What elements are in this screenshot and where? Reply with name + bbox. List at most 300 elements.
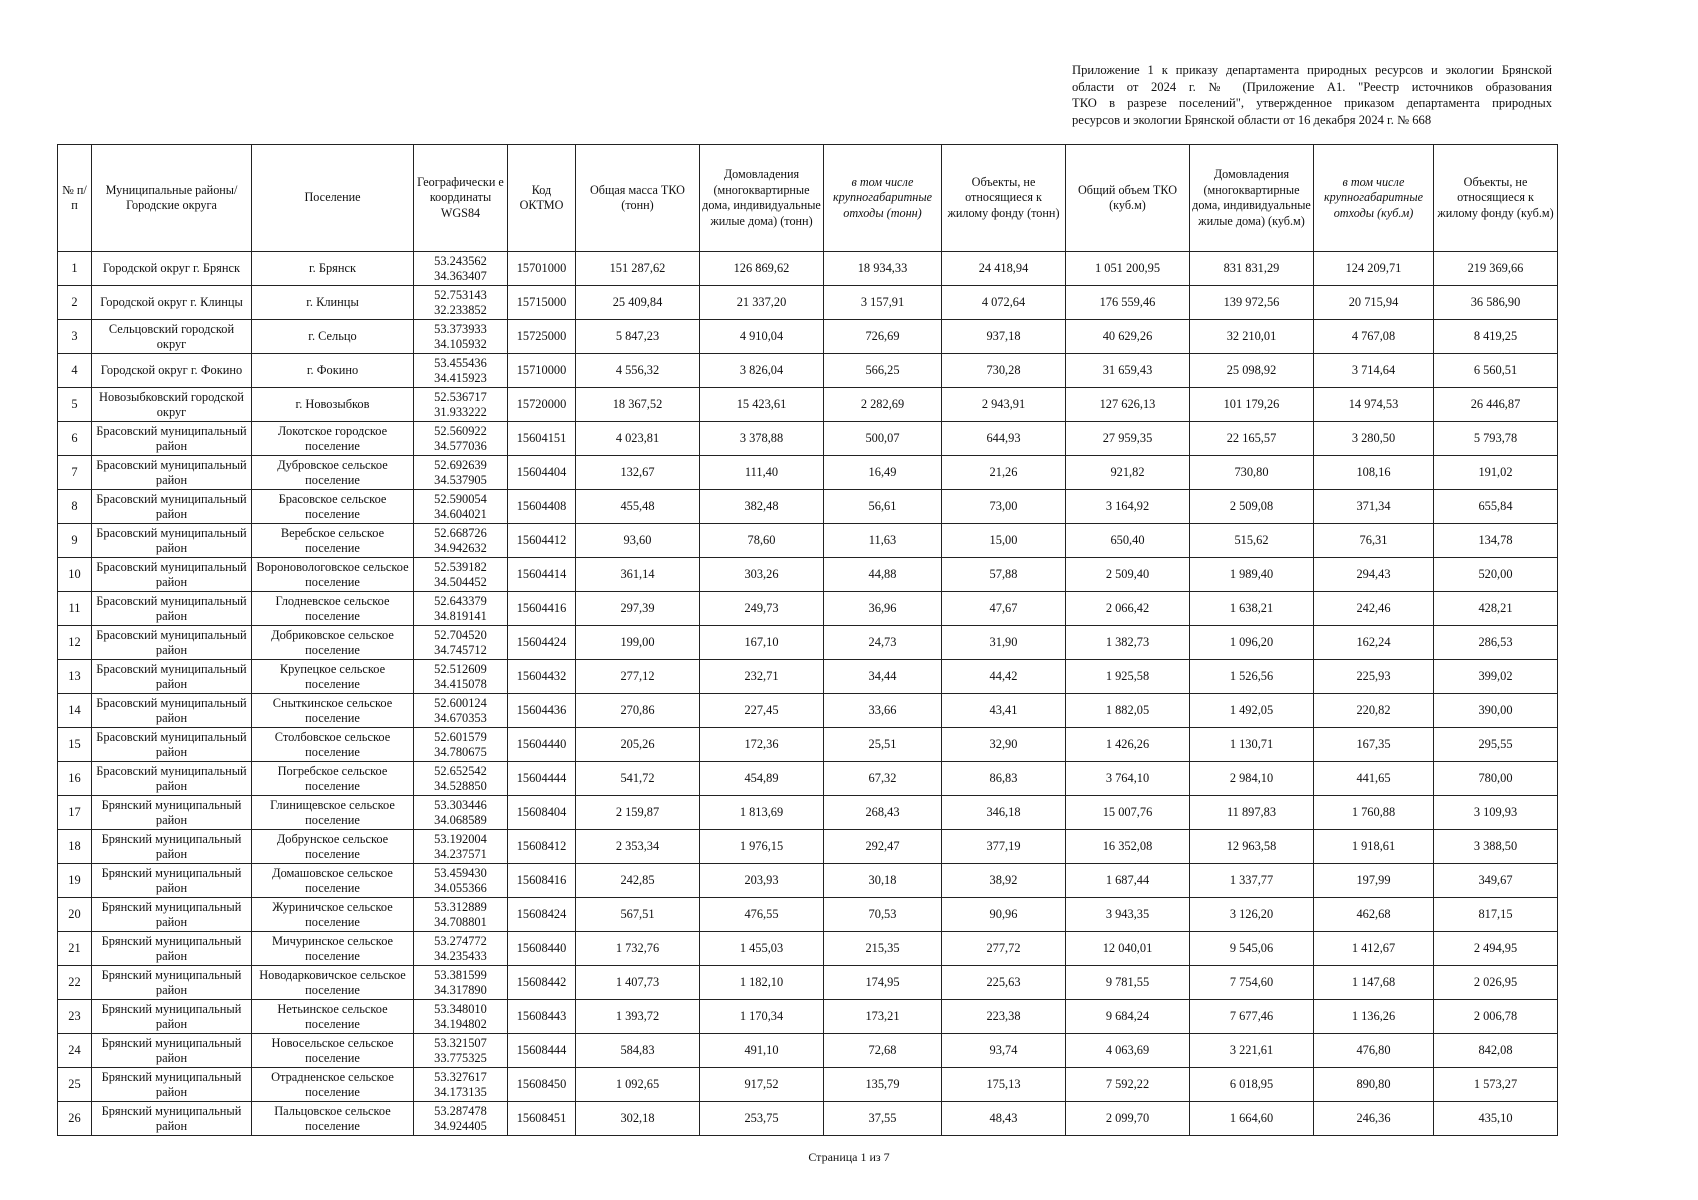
- total-mass-cell: 567,51: [576, 898, 700, 932]
- settlement-cell: Столбовское сельское поселение: [252, 728, 414, 762]
- longitude-value: 34.819141: [434, 608, 487, 623]
- households-mass-cell: 21 337,20: [700, 286, 824, 320]
- row-number-cell: 18: [58, 830, 92, 864]
- coordinates-cell: [414, 558, 508, 592]
- total-volume-cell: 3 164,92: [1066, 490, 1190, 524]
- non-residential-mass-cell: 90,96: [942, 898, 1066, 932]
- non-residential-mass-cell: 44,42: [942, 660, 1066, 694]
- row-number-cell: 1: [58, 252, 92, 286]
- non-residential-volume-cell: 3 109,93: [1434, 796, 1558, 830]
- latitude-value: 52.652542: [434, 763, 487, 778]
- oktmo-cell: 15608416: [508, 864, 576, 898]
- longitude-value: 34.068589: [434, 812, 487, 827]
- households-mass-cell: 15 423,61: [700, 388, 824, 422]
- bulky-waste-volume-cell: 20 715,94: [1314, 286, 1434, 320]
- households-mass-cell: 78,60: [700, 524, 824, 558]
- households-volume-cell: 7 677,46: [1190, 1000, 1314, 1034]
- bulky-waste-volume-cell: 108,16: [1314, 456, 1434, 490]
- table-row: [58, 898, 1558, 932]
- total-volume-cell: 1 882,05: [1066, 694, 1190, 728]
- households-volume-cell: 1 492,05: [1190, 694, 1314, 728]
- households-mass-cell: 227,45: [700, 694, 824, 728]
- longitude-value: 34.415923: [434, 370, 487, 385]
- households-volume-cell: 1 337,77: [1190, 864, 1314, 898]
- table-row: [58, 1068, 1558, 1102]
- coordinates-cell: [414, 728, 508, 762]
- district-cell: Новозыбковский городской округ: [92, 388, 252, 422]
- latitude-value: 53.321507: [434, 1035, 487, 1050]
- table-row: [58, 728, 1558, 762]
- non-residential-volume-cell: 219 369,66: [1434, 252, 1558, 286]
- bulky-waste-mass-cell: 3 157,91: [824, 286, 942, 320]
- non-residential-volume-cell: 6 560,51: [1434, 354, 1558, 388]
- settlement-cell: Брасовское сельское поселение: [252, 490, 414, 524]
- non-residential-mass-cell: 43,41: [942, 694, 1066, 728]
- oktmo-cell: 15604432: [508, 660, 576, 694]
- coordinates-cell: [414, 592, 508, 626]
- bulky-waste-mass-cell: 2 282,69: [824, 388, 942, 422]
- bulky-waste-mass-cell: 726,69: [824, 320, 942, 354]
- households-mass-cell: 476,55: [700, 898, 824, 932]
- coordinates-cell: [414, 490, 508, 524]
- column-header: в том числе крупногабаритные отходы (куб.м): [1314, 145, 1434, 252]
- households-mass-cell: 172,36: [700, 728, 824, 762]
- non-residential-mass-cell: 644,93: [942, 422, 1066, 456]
- longitude-value: 34.237571: [434, 846, 487, 861]
- longitude-value: 34.780675: [434, 744, 487, 759]
- district-cell: Брасовский муниципальный район: [92, 592, 252, 626]
- column-header: Объекты, не относящиеся к жилому фонду (куб.м): [1434, 145, 1558, 252]
- table-row: [58, 694, 1558, 728]
- non-residential-volume-cell: 8 419,25: [1434, 320, 1558, 354]
- non-residential-volume-cell: 399,02: [1434, 660, 1558, 694]
- non-residential-volume-cell: 5 793,78: [1434, 422, 1558, 456]
- bulky-waste-volume-cell: 1 136,26: [1314, 1000, 1434, 1034]
- bulky-waste-mass-cell: 16,49: [824, 456, 942, 490]
- non-residential-mass-cell: 4 072,64: [942, 286, 1066, 320]
- non-residential-mass-cell: 57,88: [942, 558, 1066, 592]
- total-mass-cell: 1 393,72: [576, 1000, 700, 1034]
- longitude-value: 34.317890: [434, 982, 487, 997]
- oktmo-cell: 15720000: [508, 388, 576, 422]
- non-residential-volume-cell: 655,84: [1434, 490, 1558, 524]
- coordinates-cell: [414, 898, 508, 932]
- latitude-value: 52.692639: [434, 457, 487, 472]
- district-cell: Брянский муниципальный район: [92, 966, 252, 1000]
- non-residential-volume-cell: 817,15: [1434, 898, 1558, 932]
- coordinates-cell: [414, 830, 508, 864]
- total-volume-cell: 2 509,40: [1066, 558, 1190, 592]
- households-mass-cell: 1 455,03: [700, 932, 824, 966]
- header-line: области от 2024 г. № (Приложение А1. "Реестр источников образования: [1072, 79, 1552, 94]
- oktmo-cell: 15604436: [508, 694, 576, 728]
- table-body: [58, 252, 1558, 1136]
- households-volume-cell: 1 526,56: [1190, 660, 1314, 694]
- households-mass-cell: 454,89: [700, 762, 824, 796]
- settlement-cell: Погребское сельское поселение: [252, 762, 414, 796]
- total-mass-cell: 151 287,62: [576, 252, 700, 286]
- bulky-waste-mass-cell: 44,88: [824, 558, 942, 592]
- district-cell: Брасовский муниципальный район: [92, 660, 252, 694]
- bulky-waste-volume-cell: 162,24: [1314, 626, 1434, 660]
- non-residential-mass-cell: 73,00: [942, 490, 1066, 524]
- non-residential-volume-cell: 520,00: [1434, 558, 1558, 592]
- households-mass-cell: 126 869,62: [700, 252, 824, 286]
- longitude-value: 34.670353: [434, 710, 487, 725]
- bulky-waste-mass-cell: 500,07: [824, 422, 942, 456]
- settlement-cell: г. Сельцо: [252, 320, 414, 354]
- households-volume-cell: 139 972,56: [1190, 286, 1314, 320]
- bulky-waste-mass-cell: 174,95: [824, 966, 942, 1000]
- households-mass-cell: 4 910,04: [700, 320, 824, 354]
- bulky-waste-volume-cell: 167,35: [1314, 728, 1434, 762]
- non-residential-mass-cell: 277,72: [942, 932, 1066, 966]
- longitude-value: 34.194802: [434, 1016, 487, 1031]
- row-number-cell: 10: [58, 558, 92, 592]
- longitude-value: 34.528850: [434, 778, 487, 793]
- column-header: № п/п: [58, 145, 92, 252]
- total-volume-cell: 1 051 200,95: [1066, 252, 1190, 286]
- non-residential-mass-cell: 32,90: [942, 728, 1066, 762]
- latitude-value: 52.753143: [434, 287, 487, 302]
- district-cell: Брасовский муниципальный район: [92, 694, 252, 728]
- settlement-cell: Глодневское сельское поселение: [252, 592, 414, 626]
- district-cell: Брянский муниципальный район: [92, 864, 252, 898]
- households-volume-cell: 1 638,21: [1190, 592, 1314, 626]
- longitude-value: 31.933222: [434, 404, 487, 419]
- total-mass-cell: 5 847,23: [576, 320, 700, 354]
- total-volume-cell: 15 007,76: [1066, 796, 1190, 830]
- latitude-value: 53.455436: [434, 355, 487, 370]
- total-volume-cell: 1 925,58: [1066, 660, 1190, 694]
- header-line: ресурсов и экологии Брянской области от 16 декабря 2024 г. № 668: [1072, 112, 1432, 127]
- table-row: [58, 592, 1558, 626]
- households-volume-cell: 2 984,10: [1190, 762, 1314, 796]
- oktmo-cell: 15604440: [508, 728, 576, 762]
- oktmo-cell: 15701000: [508, 252, 576, 286]
- oktmo-cell: 15604416: [508, 592, 576, 626]
- non-residential-volume-cell: 191,02: [1434, 456, 1558, 490]
- table-row: [58, 966, 1558, 1000]
- households-volume-cell: 9 545,06: [1190, 932, 1314, 966]
- households-mass-cell: 1 182,10: [700, 966, 824, 1000]
- households-volume-cell: 3 126,20: [1190, 898, 1314, 932]
- non-residential-volume-cell: 2 026,95: [1434, 966, 1558, 1000]
- settlement-cell: г. Новозыбков: [252, 388, 414, 422]
- row-number-cell: 22: [58, 966, 92, 1000]
- households-mass-cell: 167,10: [700, 626, 824, 660]
- table-row: [58, 762, 1558, 796]
- table-row: [58, 864, 1558, 898]
- coordinates-cell: [414, 252, 508, 286]
- bulky-waste-mass-cell: 268,43: [824, 796, 942, 830]
- households-volume-cell: 2 509,08: [1190, 490, 1314, 524]
- households-volume-cell: 515,62: [1190, 524, 1314, 558]
- total-volume-cell: 650,40: [1066, 524, 1190, 558]
- oktmo-cell: 15608443: [508, 1000, 576, 1034]
- non-residential-volume-cell: 390,00: [1434, 694, 1558, 728]
- bulky-waste-mass-cell: 24,73: [824, 626, 942, 660]
- row-number-cell: 3: [58, 320, 92, 354]
- district-cell: Брасовский муниципальный район: [92, 456, 252, 490]
- table-row: [58, 286, 1558, 320]
- row-number-cell: 23: [58, 1000, 92, 1034]
- total-mass-cell: 242,85: [576, 864, 700, 898]
- oktmo-cell: 15604412: [508, 524, 576, 558]
- bulky-waste-volume-cell: 246,36: [1314, 1102, 1434, 1136]
- bulky-waste-mass-cell: 33,66: [824, 694, 942, 728]
- district-cell: Брасовский муниципальный район: [92, 762, 252, 796]
- oktmo-cell: 15608444: [508, 1034, 576, 1068]
- district-cell: Брянский муниципальный район: [92, 796, 252, 830]
- households-volume-cell: 1 664,60: [1190, 1102, 1314, 1136]
- row-number-cell: 15: [58, 728, 92, 762]
- oktmo-cell: 15608440: [508, 932, 576, 966]
- row-number-cell: 14: [58, 694, 92, 728]
- latitude-value: 52.704520: [434, 627, 487, 642]
- oktmo-cell: 15710000: [508, 354, 576, 388]
- settlement-cell: г. Фокино: [252, 354, 414, 388]
- latitude-value: 52.600124: [434, 695, 487, 710]
- oktmo-cell: 15604151: [508, 422, 576, 456]
- table-row: [58, 830, 1558, 864]
- non-residential-volume-cell: 349,67: [1434, 864, 1558, 898]
- row-number-cell: 16: [58, 762, 92, 796]
- non-residential-volume-cell: 2 494,95: [1434, 932, 1558, 966]
- longitude-value: 34.235433: [434, 948, 487, 963]
- table-row: [58, 1000, 1558, 1034]
- total-volume-cell: 40 629,26: [1066, 320, 1190, 354]
- total-volume-cell: 4 063,69: [1066, 1034, 1190, 1068]
- coordinates-cell: [414, 626, 508, 660]
- oktmo-cell: 15604424: [508, 626, 576, 660]
- households-mass-cell: 1 813,69: [700, 796, 824, 830]
- longitude-value: 34.363407: [434, 268, 487, 283]
- total-mass-cell: 25 409,84: [576, 286, 700, 320]
- total-mass-cell: 2 159,87: [576, 796, 700, 830]
- settlement-cell: Журиничское сельское поселение: [252, 898, 414, 932]
- total-mass-cell: 277,12: [576, 660, 700, 694]
- settlement-cell: Новодарковичское сельское поселение: [252, 966, 414, 1000]
- total-volume-cell: 7 592,22: [1066, 1068, 1190, 1102]
- row-number-cell: 11: [58, 592, 92, 626]
- non-residential-mass-cell: 38,92: [942, 864, 1066, 898]
- bulky-waste-mass-cell: 30,18: [824, 864, 942, 898]
- bulky-waste-mass-cell: 215,35: [824, 932, 942, 966]
- row-number-cell: 9: [58, 524, 92, 558]
- waste-sources-registry-table: [57, 144, 1558, 1136]
- settlement-cell: г. Клинцы: [252, 286, 414, 320]
- oktmo-cell: 15608451: [508, 1102, 576, 1136]
- bulky-waste-volume-cell: 242,46: [1314, 592, 1434, 626]
- latitude-value: 53.312889: [434, 899, 487, 914]
- district-cell: Брасовский муниципальный район: [92, 558, 252, 592]
- coordinates-cell: [414, 1034, 508, 1068]
- non-residential-mass-cell: 15,00: [942, 524, 1066, 558]
- total-mass-cell: 4 023,81: [576, 422, 700, 456]
- page-number: Страница 1 из 7: [808, 1150, 890, 1164]
- oktmo-cell: 15715000: [508, 286, 576, 320]
- total-mass-cell: 132,67: [576, 456, 700, 490]
- households-mass-cell: 303,26: [700, 558, 824, 592]
- bulky-waste-volume-cell: 294,43: [1314, 558, 1434, 592]
- bulky-waste-mass-cell: 11,63: [824, 524, 942, 558]
- longitude-value: 34.577036: [434, 438, 487, 453]
- coordinates-cell: [414, 762, 508, 796]
- total-mass-cell: 2 353,34: [576, 830, 700, 864]
- bulky-waste-volume-cell: 890,80: [1314, 1068, 1434, 1102]
- longitude-value: 33.775325: [434, 1050, 487, 1065]
- oktmo-cell: 15725000: [508, 320, 576, 354]
- row-number-cell: 13: [58, 660, 92, 694]
- households-volume-cell: 6 018,95: [1190, 1068, 1314, 1102]
- latitude-value: 52.539182: [434, 559, 487, 574]
- column-header: Общая масса ТКО (тонн): [576, 145, 700, 252]
- settlement-cell: Веребское сельское поселение: [252, 524, 414, 558]
- table-row: [58, 1034, 1558, 1068]
- bulky-waste-volume-cell: 441,65: [1314, 762, 1434, 796]
- total-mass-cell: 455,48: [576, 490, 700, 524]
- district-cell: Брянский муниципальный район: [92, 830, 252, 864]
- latitude-value: 53.243562: [434, 253, 487, 268]
- bulky-waste-mass-cell: 36,96: [824, 592, 942, 626]
- total-mass-cell: 1 407,73: [576, 966, 700, 1000]
- non-residential-volume-cell: 428,21: [1434, 592, 1558, 626]
- oktmo-cell: 15604408: [508, 490, 576, 524]
- oktmo-cell: 15608404: [508, 796, 576, 830]
- bulky-waste-volume-cell: 1 918,61: [1314, 830, 1434, 864]
- bulky-waste-volume-cell: 4 767,08: [1314, 320, 1434, 354]
- district-cell: Брянский муниципальный район: [92, 898, 252, 932]
- total-mass-cell: 541,72: [576, 762, 700, 796]
- district-cell: Брянский муниципальный район: [92, 1102, 252, 1136]
- column-header: Поселение: [252, 145, 414, 252]
- bulky-waste-volume-cell: 371,34: [1314, 490, 1434, 524]
- bulky-waste-mass-cell: 292,47: [824, 830, 942, 864]
- households-volume-cell: 1 989,40: [1190, 558, 1314, 592]
- non-residential-volume-cell: 780,00: [1434, 762, 1558, 796]
- bulky-waste-volume-cell: 124 209,71: [1314, 252, 1434, 286]
- latitude-value: 53.192004: [434, 831, 487, 846]
- oktmo-cell: 15608412: [508, 830, 576, 864]
- bulky-waste-volume-cell: 14 974,53: [1314, 388, 1434, 422]
- non-residential-mass-cell: 223,38: [942, 1000, 1066, 1034]
- district-cell: Брянский муниципальный район: [92, 1034, 252, 1068]
- non-residential-volume-cell: 3 388,50: [1434, 830, 1558, 864]
- non-residential-mass-cell: 47,67: [942, 592, 1066, 626]
- non-residential-volume-cell: 842,08: [1434, 1034, 1558, 1068]
- latitude-value: 53.327617: [434, 1069, 487, 1084]
- total-volume-cell: 3 943,35: [1066, 898, 1190, 932]
- district-cell: Брасовский муниципальный район: [92, 422, 252, 456]
- non-residential-mass-cell: 93,74: [942, 1034, 1066, 1068]
- row-number-cell: 19: [58, 864, 92, 898]
- settlement-cell: Вороновологовское сельское поселение: [252, 558, 414, 592]
- settlement-cell: Дубровское сельское поселение: [252, 456, 414, 490]
- latitude-value: 52.536717: [434, 389, 487, 404]
- bulky-waste-mass-cell: 70,53: [824, 898, 942, 932]
- row-number-cell: 2: [58, 286, 92, 320]
- total-volume-cell: 1 426,26: [1066, 728, 1190, 762]
- total-mass-cell: 1 092,65: [576, 1068, 700, 1102]
- coordinates-cell: [414, 422, 508, 456]
- longitude-value: 34.604021: [434, 506, 487, 521]
- row-number-cell: 6: [58, 422, 92, 456]
- total-volume-cell: 921,82: [1066, 456, 1190, 490]
- table-row: [58, 490, 1558, 524]
- total-mass-cell: 205,26: [576, 728, 700, 762]
- appendix-header-note: [1072, 62, 1552, 128]
- row-number-cell: 24: [58, 1034, 92, 1068]
- coordinates-cell: [414, 1102, 508, 1136]
- coordinates-cell: [414, 1000, 508, 1034]
- latitude-value: 53.274772: [434, 933, 487, 948]
- total-volume-cell: 2 066,42: [1066, 592, 1190, 626]
- households-volume-cell: 25 098,92: [1190, 354, 1314, 388]
- longitude-value: 34.924405: [434, 1118, 487, 1133]
- total-mass-cell: 584,83: [576, 1034, 700, 1068]
- column-header: Общий объем ТКО (куб.м): [1066, 145, 1190, 252]
- table-row: [58, 252, 1558, 286]
- longitude-value: 34.504452: [434, 574, 487, 589]
- settlement-cell: Глинищевское сельское поселение: [252, 796, 414, 830]
- row-number-cell: 21: [58, 932, 92, 966]
- latitude-value: 52.512609: [434, 661, 487, 676]
- coordinates-cell: [414, 354, 508, 388]
- bulky-waste-volume-cell: 1 412,67: [1314, 932, 1434, 966]
- table-row: [58, 626, 1558, 660]
- non-residential-mass-cell: 937,18: [942, 320, 1066, 354]
- settlement-cell: Новосельское сельское поселение: [252, 1034, 414, 1068]
- households-volume-cell: 1 096,20: [1190, 626, 1314, 660]
- bulky-waste-volume-cell: 3 280,50: [1314, 422, 1434, 456]
- non-residential-mass-cell: 24 418,94: [942, 252, 1066, 286]
- row-number-cell: 5: [58, 388, 92, 422]
- households-volume-cell: 12 963,58: [1190, 830, 1314, 864]
- non-residential-mass-cell: 346,18: [942, 796, 1066, 830]
- district-cell: Брянский муниципальный район: [92, 1000, 252, 1034]
- bulky-waste-mass-cell: 25,51: [824, 728, 942, 762]
- total-volume-cell: 176 559,46: [1066, 286, 1190, 320]
- longitude-value: 34.055366: [434, 880, 487, 895]
- households-mass-cell: 917,52: [700, 1068, 824, 1102]
- total-mass-cell: 302,18: [576, 1102, 700, 1136]
- latitude-value: 53.381599: [434, 967, 487, 982]
- bulky-waste-volume-cell: 462,68: [1314, 898, 1434, 932]
- column-header: Географически е координаты WGS84: [414, 145, 508, 252]
- bulky-waste-mass-cell: 67,32: [824, 762, 942, 796]
- coordinates-cell: [414, 1068, 508, 1102]
- settlement-cell: Отрадненское сельское поселение: [252, 1068, 414, 1102]
- bulky-waste-mass-cell: 34,44: [824, 660, 942, 694]
- district-cell: Городской округ г. Клинцы: [92, 286, 252, 320]
- settlement-cell: Добриковское сельское поселение: [252, 626, 414, 660]
- total-mass-cell: 199,00: [576, 626, 700, 660]
- total-volume-cell: 9 781,55: [1066, 966, 1190, 1000]
- coordinates-cell: [414, 694, 508, 728]
- table-row: [58, 422, 1558, 456]
- settlement-cell: Нетьинское сельское поселение: [252, 1000, 414, 1034]
- latitude-value: 52.601579: [434, 729, 487, 744]
- bulky-waste-mass-cell: 135,79: [824, 1068, 942, 1102]
- households-volume-cell: 101 179,26: [1190, 388, 1314, 422]
- non-residential-mass-cell: 175,13: [942, 1068, 1066, 1102]
- longitude-value: 34.537905: [434, 472, 487, 487]
- row-number-cell: 25: [58, 1068, 92, 1102]
- bulky-waste-volume-cell: 476,80: [1314, 1034, 1434, 1068]
- bulky-waste-volume-cell: 76,31: [1314, 524, 1434, 558]
- column-header: Код ОКТМО: [508, 145, 576, 252]
